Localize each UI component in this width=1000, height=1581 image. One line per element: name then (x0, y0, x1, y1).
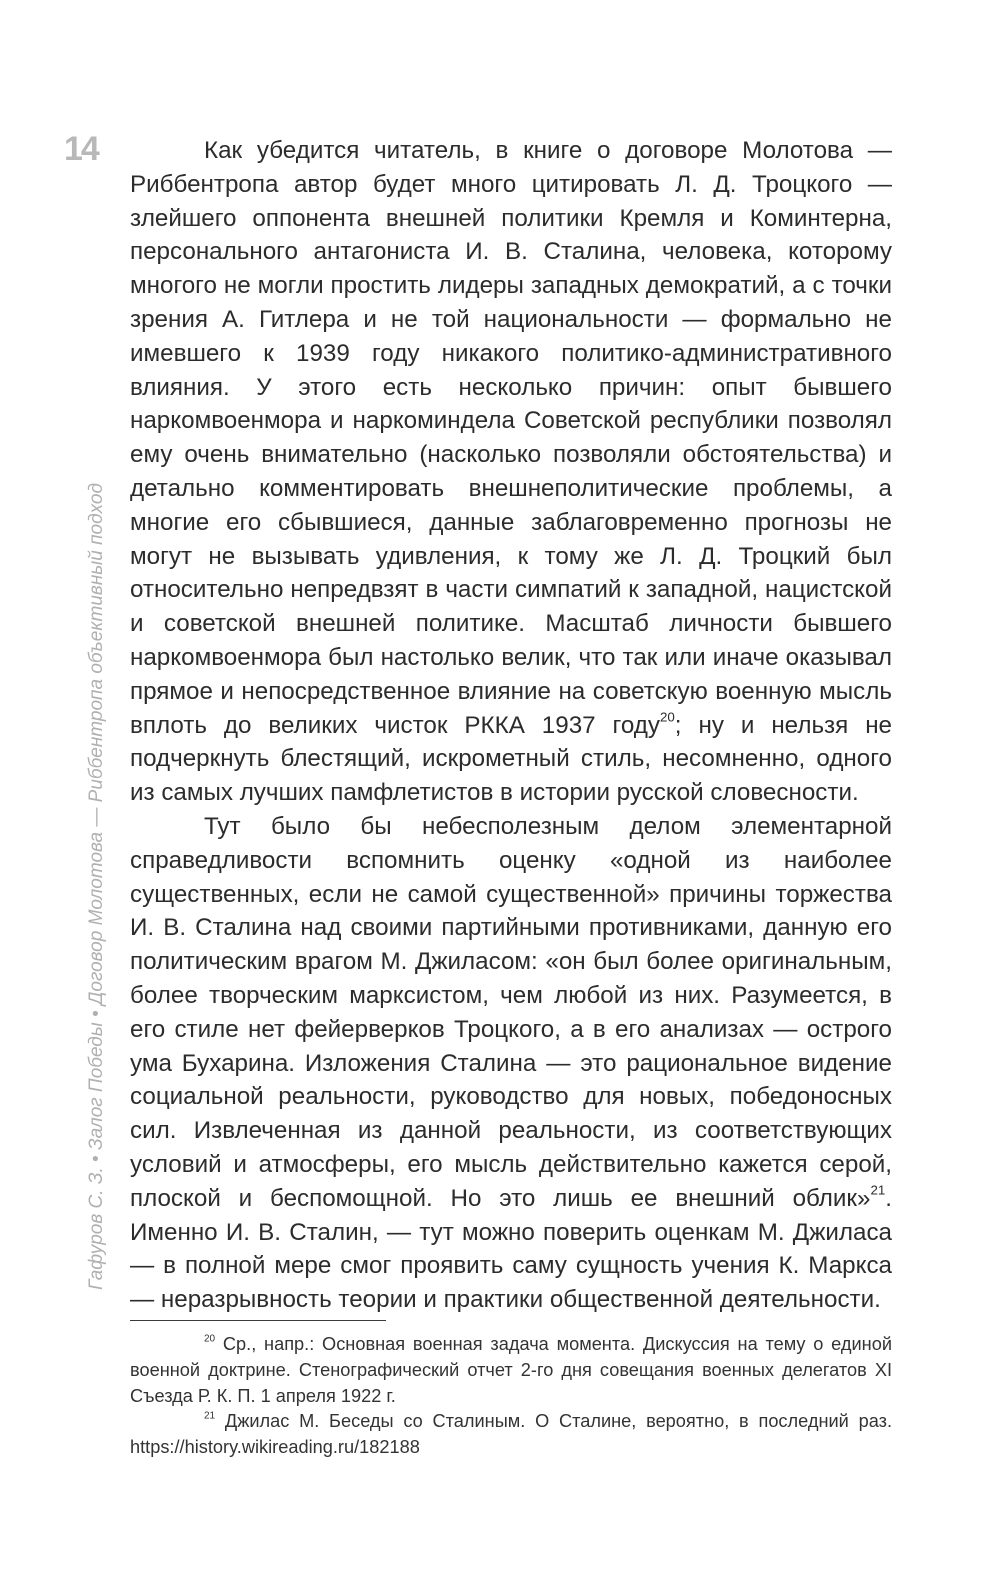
text-run: Тут было бы небесполезным делом элементарной справедливости вспомнить оценку «одной из наиболее существенных, если не самой существенной» причины торжества И. В. Сталина над своими партийными противниками, данную его политическим врагом М. Джиласом: «он был более оригинальным, более творческим марксистом, чем любой из них. Разумеется, в его стиле нет фейерверков Троцкого, а в его анализах — острого ума Бухарина. Изложения Сталина — это рациональное видение социальной реальности, руководство для новых, победоносных сил. Извлеченная из данной реальности, из соответствующих условий и атмосферы, его мысль действительно кажется серой, плоской и беспомощной. Но это лишь ее внешний облик» (130, 812, 892, 1212)
footnote-text: Джилас М. Беседы со Сталиным. О Сталине, вероятно, в последний раз. https://history.wikireading.ru/182188 (130, 1411, 892, 1458)
footnote-text: Ср., напр.: Основная военная задача момента. Дискуссия на тему о единой военной доктрине. Стенографический отчет 2-го дня совещания военных делегатов XI Съезда Р. К. П. 1 апреля 1922 г. (130, 1334, 892, 1406)
footnote-ref-20[interactable]: 20 (659, 709, 675, 725)
running-head: Гафуров С. З. • Залог Победы • Договор Молотова — Риббентропа объективный подход (86, 483, 107, 1290)
footnote-ref-21[interactable]: 21 (870, 1182, 886, 1198)
footnote-separator (130, 1320, 386, 1321)
footnotes (130, 1332, 892, 1461)
footnote-21 (130, 1409, 892, 1461)
footnote-20 (130, 1332, 892, 1409)
footnote-mark: 21 (204, 1410, 216, 1422)
page-number: 14 (64, 130, 98, 168)
body-text (130, 134, 892, 1317)
text-run: . Именно И. В. Сталин, — тут можно поверить оценкам М. Джиласа — в полной мере смог проявить саму сущность учения К. Маркса — неразрывность теории и практики общественной деятельности. (130, 1184, 892, 1314)
paragraph-1 (130, 134, 892, 810)
text-run: ; ну и нельзя не подчеркнуть блестящий, искрометный стиль, несомненно, одного из самых лучших памфлетистов в истории русской словесности. (130, 711, 892, 807)
paragraph-2 (130, 810, 892, 1317)
text-run: Как убедится читатель, в книге о договоре Молотова — Риббентропа автор будет много цитировать Л. Д. Троцкого — злейшего оппонента внешней политики Кремля и Коминтерна, персонального антагониста И. В. Сталина, человека, которому многого не могли простить лидеры западных демократий, а с точки зрения А. Гитлера и не той национальности — формально не имевшего к 1939 году никакого политико-административного влияния. У этого есть несколько причин: опыт бывшего наркомвоенмора и наркоминдела Советской республики позволял ему очень внимательно (насколько позволяли обстоятельства) и детально комментировать внешнеполитические проблемы, а многие его сбывшиеся, данные заблаговременно прогнозы не могут не вызывать удивления, к тому же Л. Д. Троцкий был относительно непредвзят в части симпатий к западной, нацистской и советской внешней политике. Масштаб личности бывшего наркомвоенмора был настолько велик, что так или иначе оказывал прямое и непосредственное влияние на советскую военную мысль вплоть до великих чисток РККА 1937 году (130, 137, 892, 739)
footnote-mark: 20 (204, 1333, 216, 1345)
